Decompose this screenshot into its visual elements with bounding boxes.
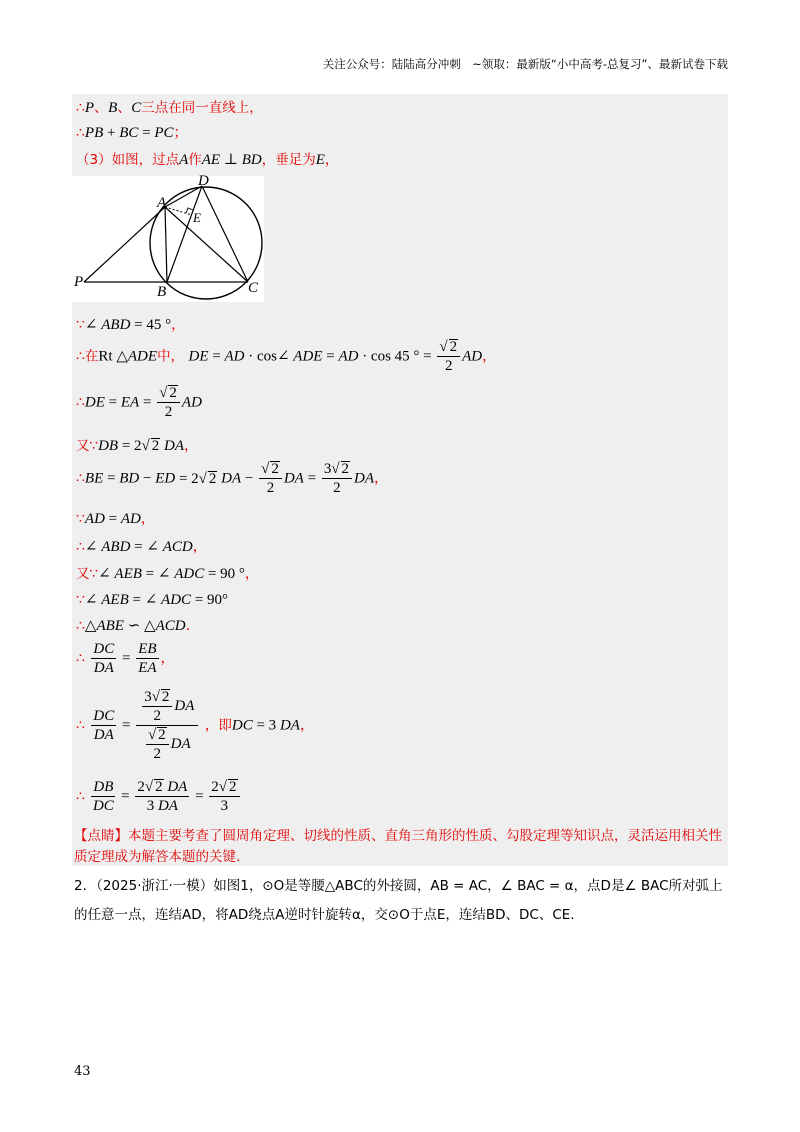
solution-line: （3）如图，过点A作AE ⊥ BD，垂足为E， [76, 152, 339, 168]
solution-line: ∴P、B、C三点在同一直线上， [76, 100, 263, 116]
solution-line: ∴在Rt △ADE中， DE = AD · cos∠ ADE = AD · cos 45 ° = $\frac{√ 2}{2}$ AD， [76, 339, 497, 374]
solution-line: ∴△ABE ∽ △ACD. [76, 618, 191, 634]
solution-line: ∴ $\frac{DB}{DC}$ = $\frac{2√ 2 DA}{3 DA}$ = $\frac{2√ 2}{3}$ [76, 778, 242, 815]
solution-line: ∴ $\frac{DC}{DA}$ = $\frac{EB}{EA}$ ， [76, 641, 175, 676]
page-number: 43 [74, 1064, 91, 1079]
label-C: C [248, 280, 259, 296]
label-E: E [193, 210, 201, 225]
solution-line: ∵∠ ABD = 45 °， [76, 317, 186, 333]
label-D: D [198, 173, 209, 189]
label-A: A [157, 195, 167, 211]
label-P: P [74, 274, 84, 290]
solution-line: ∵∠ AEB = ∠ ADC = 90° [76, 592, 228, 608]
solution-line: ∴DE = EA = $\frac{√ 2}{2}$ AD [76, 385, 202, 420]
page-header: 关注公众号：陆陆高分冲刺 ~领取：最新版“小中高考-总复习”、最新试卷下载 [322, 57, 728, 71]
solution-line: ∴∠ ABD = ∠ ACD， [76, 539, 207, 555]
solution-line: ∴PB + BC = PC； [76, 125, 188, 141]
question-2: 2．（2025·浙江·一模）如图1，⊙O是等腰△ABC的外接圆，AB = AC，∠ BAC = α，点D是∠ BAC所对弧上的任意一点，连结AD，将AD绕点A逆时针旋转α，交⊙O于点E，连结BD、DC、CE. [74, 878, 723, 923]
solution-line: ∴BE = BD − ED = 2√ 2 DA − $\frac{√ 2}{2}$ DA = $\frac{3√ 2}{2}$ DA， [76, 461, 389, 496]
key-point-note: 【点睛】本题主要考查了圆周角定理、切线的性质、直角三角形的性质、勾股定理等知识点，灵活运用相关性质定理成为解答本题的关键. [74, 828, 722, 865]
solution-line: ∵AD = AD， [76, 511, 155, 527]
solution-line: 又∵∠ AEB = ∠ ADC = 90 °， [76, 566, 259, 582]
label-B: B [157, 284, 167, 300]
solution-line: ∴ $\frac{DC}{DA}$ = $\frac{3√ 2}{2}$ DA $\frac{√ 2}{2}$ DA ，即DC = 3 DA， [76, 689, 314, 762]
geometry-figure [72, 173, 264, 302]
solution-line: 又∵DB = 2√ 2 DA， [76, 438, 199, 454]
